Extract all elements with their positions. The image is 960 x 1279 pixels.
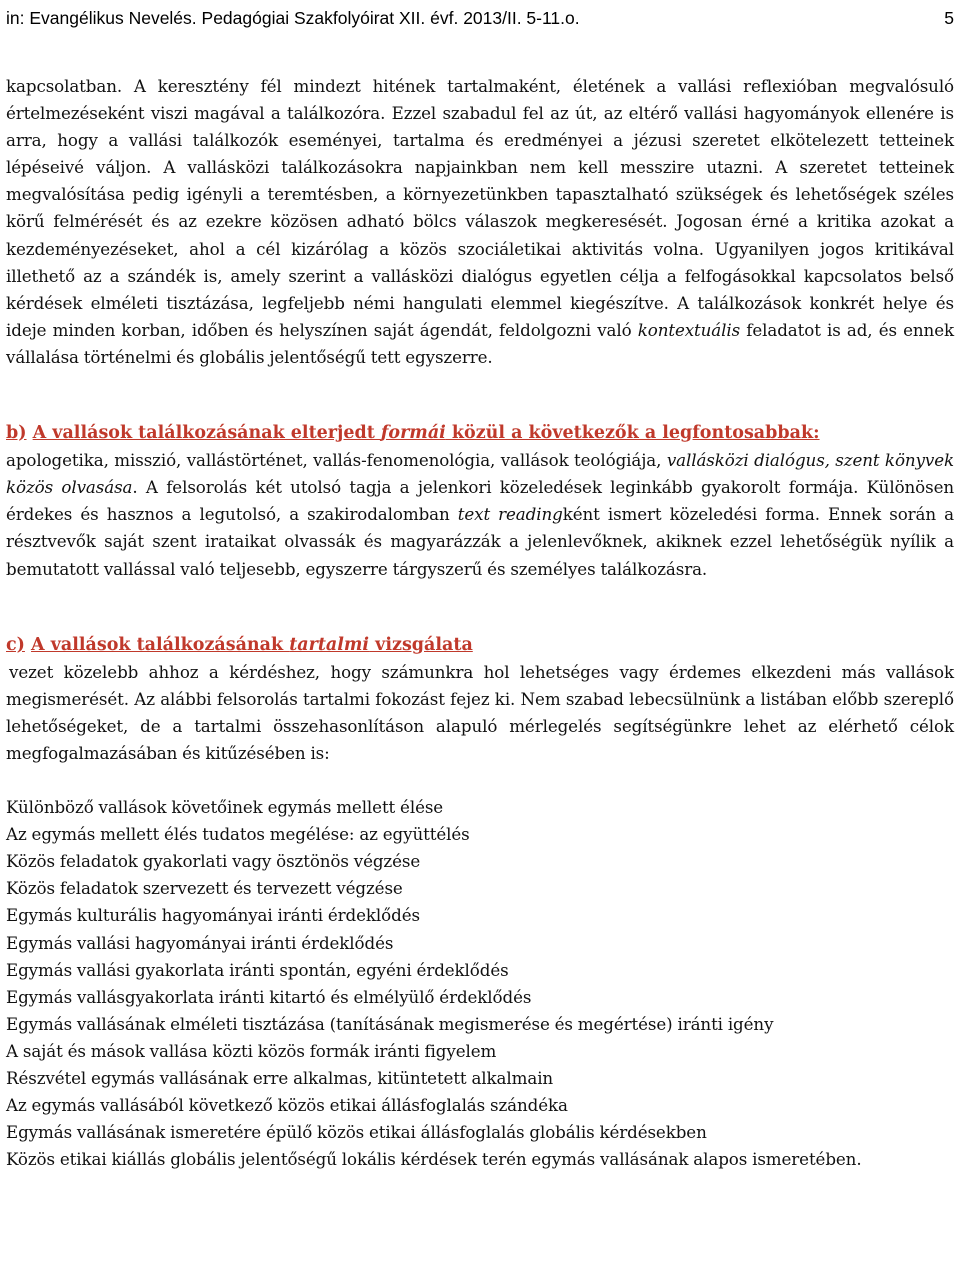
list-item: Egymás vallásgyakorlata iránti kitartó és elmélyülő érdeklődés [6, 986, 532, 1007]
intro-italic-term: kontextuális [637, 319, 741, 340]
journal-citation: in: Evangélikus Nevelés. Pedagógiai Szakfolyóirat XII. évf. 2013/II. 5-11.o. [6, 8, 580, 28]
list-item: Különböző vallások követőinek egymás mellett élése [6, 797, 444, 818]
section-b-heading-part-2: közül a következők a legfontosabbak: [445, 423, 820, 444]
list-item: Közös etikai kiállás globális jelentőségű lokális kérdések terén egymás vallásának alapos ismeretében. [6, 1149, 862, 1170]
list-item: Egymás vallásának elméleti tisztázása (tanításának megismerése és megértése) iránti igény [6, 1013, 774, 1034]
section-c-heading-part-2: vizsgálata [369, 634, 473, 655]
section-b-label: b) [6, 423, 27, 444]
list-item: Az egymás vallásából következő közös etikai állásfoglalás szándéka [6, 1095, 568, 1116]
section-b-heading-part-1: A vallások találkozásának elterjedt [32, 423, 381, 444]
list-item: Egymás vallási gyakorlata iránti spontán, egyéni érdeklődés [6, 959, 509, 980]
gradation-list [6, 794, 954, 1173]
page-number: 5 [944, 8, 954, 28]
intro-text-end: feladatot is ad, és ennek vállalása történelmi és globális jelentőségű tett egyszerre. [6, 319, 954, 367]
list-item: A saját és mások vallása közti közös formák iránti figyelem [6, 1040, 497, 1061]
list-item: Részvétel egymás vallásának erre alkalmas, kitüntetett alkalmain [6, 1068, 554, 1088]
section-c-heading-italic: tartalmi [289, 634, 370, 655]
page-header [6, 0, 954, 36]
section-c-heading-part-1: A vallások találkozásának [31, 634, 290, 655]
intro-paragraph [6, 73, 954, 371]
section-b-text-3: ként ismert közeledési forma. Ennek során a résztvevők saját szent irataikat olvassák és magyarázzák a jelenlevőknek, akiknek ezzel lehetőségük nyílik a bemutatott vallással való teljesebb, egyszerre tárgyszerű és személyes találkozásra. [6, 504, 954, 579]
list-item: Közös feladatok szervezett és tervezett végzése [6, 878, 403, 899]
list-item: Egymás vallásának ismeretére épülő közös etikai állásfoglalás globális kérdésekben [6, 1122, 707, 1143]
section-c-label: c) [6, 634, 25, 655]
section-b-heading-italic: formái [380, 423, 446, 444]
section-b-italic-2: text reading [457, 504, 563, 525]
section-b-heading [6, 420, 954, 447]
intro-text: kapcsolatban. A keresztény fél mindezt hitének tartalmaként, életének a vallási reflexióban megvalósuló értelmezéseként viszi magával a találkozóra. Ezzel szabadul fel az út, az eltérő vallási hagyományok ellenére is arra, hogy a vallási találkozók eseményei, tartalma és eredményei a jézusi szeretet elkötelezett tetteinek lépéseivé váljon. A vallásközi találkozásokra napjainkban nem kell messzire utazni. A szeretet tetteinek megvalósítása pedig igényli a teremtésben, a környezetünkben tapasztalható szükségek és lehetőségek széles körű felmérését és az ezekre közösen adható bölcs válaszok megkeresését. Jogosan érné a kritika azokat a kezdeményezéseket, ahol a cél kizárólag a közös szociáletikai aktivitás volna. Ugyanilyen jogos kritikával illethető az a szándék is, amely szerint a vallásközi dialógus egyetlen célja a felfogásokkal kapcsolatos belső kérdések elméleti tisztázása, legfeljebb némi hangulati elemmel kiegészítve. A találkozások konkrét helye és ideje minden korban, időben és helyszínen saját ágendát, feldolgozni való [6, 76, 954, 340]
section-b-paragraph [6, 447, 954, 582]
section-b-italic-1: vallásközi dialógus, szent könyvek közös olvasása [6, 450, 954, 498]
section-b-text-1: apologetika, misszió, vallástörténet, vallás-fenomenológia, vallások teológiája, [6, 450, 667, 471]
list-item: Közös feladatok gyakorlati vagy ösztönös végzése [6, 851, 421, 872]
section-b-text-2: . A felsorolás két utolsó tagja a jelenkori közeledések leginkább gyakorolt formája. Különösen érdekes és hasznos a legutolsó, a szakirodalomban [6, 477, 954, 525]
section-c-paragraph: vezet közelebb ahhoz a kérdéshez, hogy számunkra hol lehetséges vagy érdemes elkezdeni más vallások megismerését. Az alábbi felsorolás tartalmi fokozást fejez ki. Nem szabad lebecsülnünk a listában előbb szereplő lehetőségeket, de a tartalmi összehasonlításon alapuló mérlegelés segítségünkre lehet az elérhető célok megfogalmazásában és kitűzésében is: [6, 661, 954, 763]
document-page [6, 0, 954, 1173]
list-item: Egymás vallási hagyományai iránti érdeklődés [6, 932, 394, 953]
section-c-heading [6, 632, 954, 659]
list-item: Az egymás mellett élés tudatos megélése: az együttélés [6, 824, 470, 845]
list-item: Egymás kulturális hagyományai iránti érdeklődés [6, 905, 420, 926]
